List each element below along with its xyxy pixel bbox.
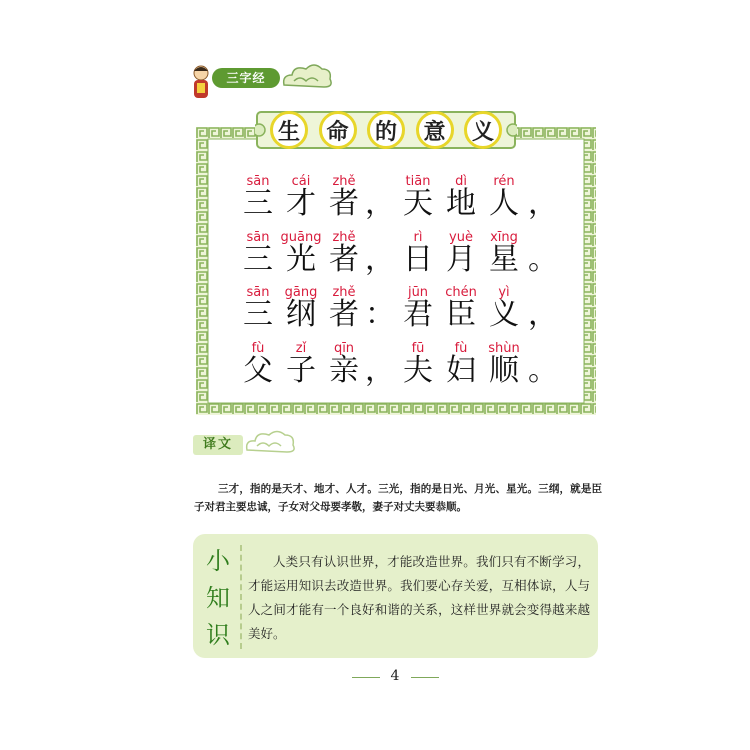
pinyin: chén <box>445 285 477 300</box>
knowledge-title-char: 识 <box>206 621 230 649</box>
poem-line <box>0 341 750 397</box>
hanzi: 光 <box>286 242 316 277</box>
pinyin: sān <box>246 285 270 300</box>
pinyin: rén <box>493 174 515 189</box>
cloud-ornament-icon <box>280 61 335 93</box>
hanzi: ， <box>528 297 558 332</box>
pinyin: guāng <box>280 230 322 245</box>
hanzi: 人 <box>489 186 519 221</box>
pinyin: zhě <box>332 285 356 300</box>
pinyin: sān <box>246 230 270 245</box>
pinyin: cái <box>291 174 311 189</box>
hanzi: 者 <box>329 186 359 221</box>
hanzi: 三 <box>243 186 273 221</box>
hanzi: 顺 <box>489 353 519 388</box>
hanzi: 三 <box>243 297 273 332</box>
hanzi: 臣 <box>446 297 476 332</box>
series-label: 三字经 <box>212 68 280 88</box>
pinyin: fù <box>454 341 468 356</box>
pinyin: gāng <box>284 285 318 300</box>
hanzi: 日 <box>403 242 433 277</box>
hanzi: 义 <box>489 297 519 332</box>
page-number: 4 <box>390 668 400 684</box>
child-reader-icon <box>190 65 212 101</box>
title-char: 生 <box>270 111 308 149</box>
pinyin: yuè <box>449 230 473 245</box>
poem-title <box>270 106 502 154</box>
pinyin: tiān <box>405 174 431 189</box>
pinyin: jūn <box>407 285 429 300</box>
title-char: 意 <box>416 111 454 149</box>
translation-heading: 译文 <box>193 435 243 455</box>
page-number-rule <box>411 677 439 678</box>
hanzi: ： <box>365 297 395 332</box>
pinyin: shùn <box>488 341 520 356</box>
knowledge-text: 人类只有认识世界，才能改造世界。我们只有不断学习，才能运用知识去改造世界。我们要心存关爱，互相体谅，人与人之间才能有一个良好和谐的关系，这样世界就会变得越来越美好。 <box>248 554 590 641</box>
hanzi: ， <box>365 353 395 388</box>
pinyin: zhě <box>332 174 356 189</box>
hanzi: ， <box>365 186 395 221</box>
translation-text: 三才，指的是天才、地才、人才。三光，指的是日光、月光、星光。三纲，就是臣子对君主要忠诚，子女对父母要孝敬，妻子对丈夫要恭顺。 <box>194 483 602 513</box>
hanzi: 妇 <box>446 353 476 388</box>
pinyin: zhě <box>332 230 356 245</box>
hanzi: 地 <box>446 186 476 221</box>
knowledge-divider <box>240 545 242 649</box>
hanzi: 君 <box>403 297 433 332</box>
hanzi: 。 <box>528 242 558 277</box>
hanzi: 父 <box>243 353 273 388</box>
hanzi: 月 <box>446 242 476 277</box>
title-char: 命 <box>319 111 357 149</box>
cloud-ornament-icon <box>243 428 298 458</box>
knowledge-title-char: 知 <box>206 584 230 612</box>
hanzi: 者 <box>329 242 359 277</box>
hanzi: 夫 <box>403 353 433 388</box>
hanzi: 子 <box>286 353 316 388</box>
page-number-rule <box>352 677 380 678</box>
pinyin: fū <box>411 341 425 356</box>
title-char: 的 <box>367 111 405 149</box>
knowledge-title-char: 小 <box>206 547 230 575</box>
pinyin: yì <box>498 285 510 300</box>
hanzi: 亲 <box>329 353 359 388</box>
poem-line <box>0 230 750 286</box>
poem-line <box>0 285 750 341</box>
hanzi: 星 <box>489 242 519 277</box>
hanzi: 三 <box>243 242 273 277</box>
pinyin: sān <box>246 174 270 189</box>
pinyin: rì <box>413 230 423 245</box>
pinyin: fù <box>251 341 265 356</box>
pinyin: dì <box>455 174 467 189</box>
hanzi: ， <box>365 242 395 277</box>
poem-line <box>0 174 750 230</box>
hanzi: 才 <box>286 186 316 221</box>
hanzi: 纲 <box>286 297 316 332</box>
hanzi: 天 <box>403 186 433 221</box>
pinyin: zǐ <box>295 341 307 356</box>
pinyin: qīn <box>333 341 355 356</box>
hanzi: 。 <box>528 353 558 388</box>
hanzi: 者 <box>329 297 359 332</box>
knowledge-title <box>203 543 233 654</box>
title-char: 义 <box>464 111 502 149</box>
pinyin: xīng <box>490 230 518 245</box>
hanzi: ， <box>528 186 558 221</box>
